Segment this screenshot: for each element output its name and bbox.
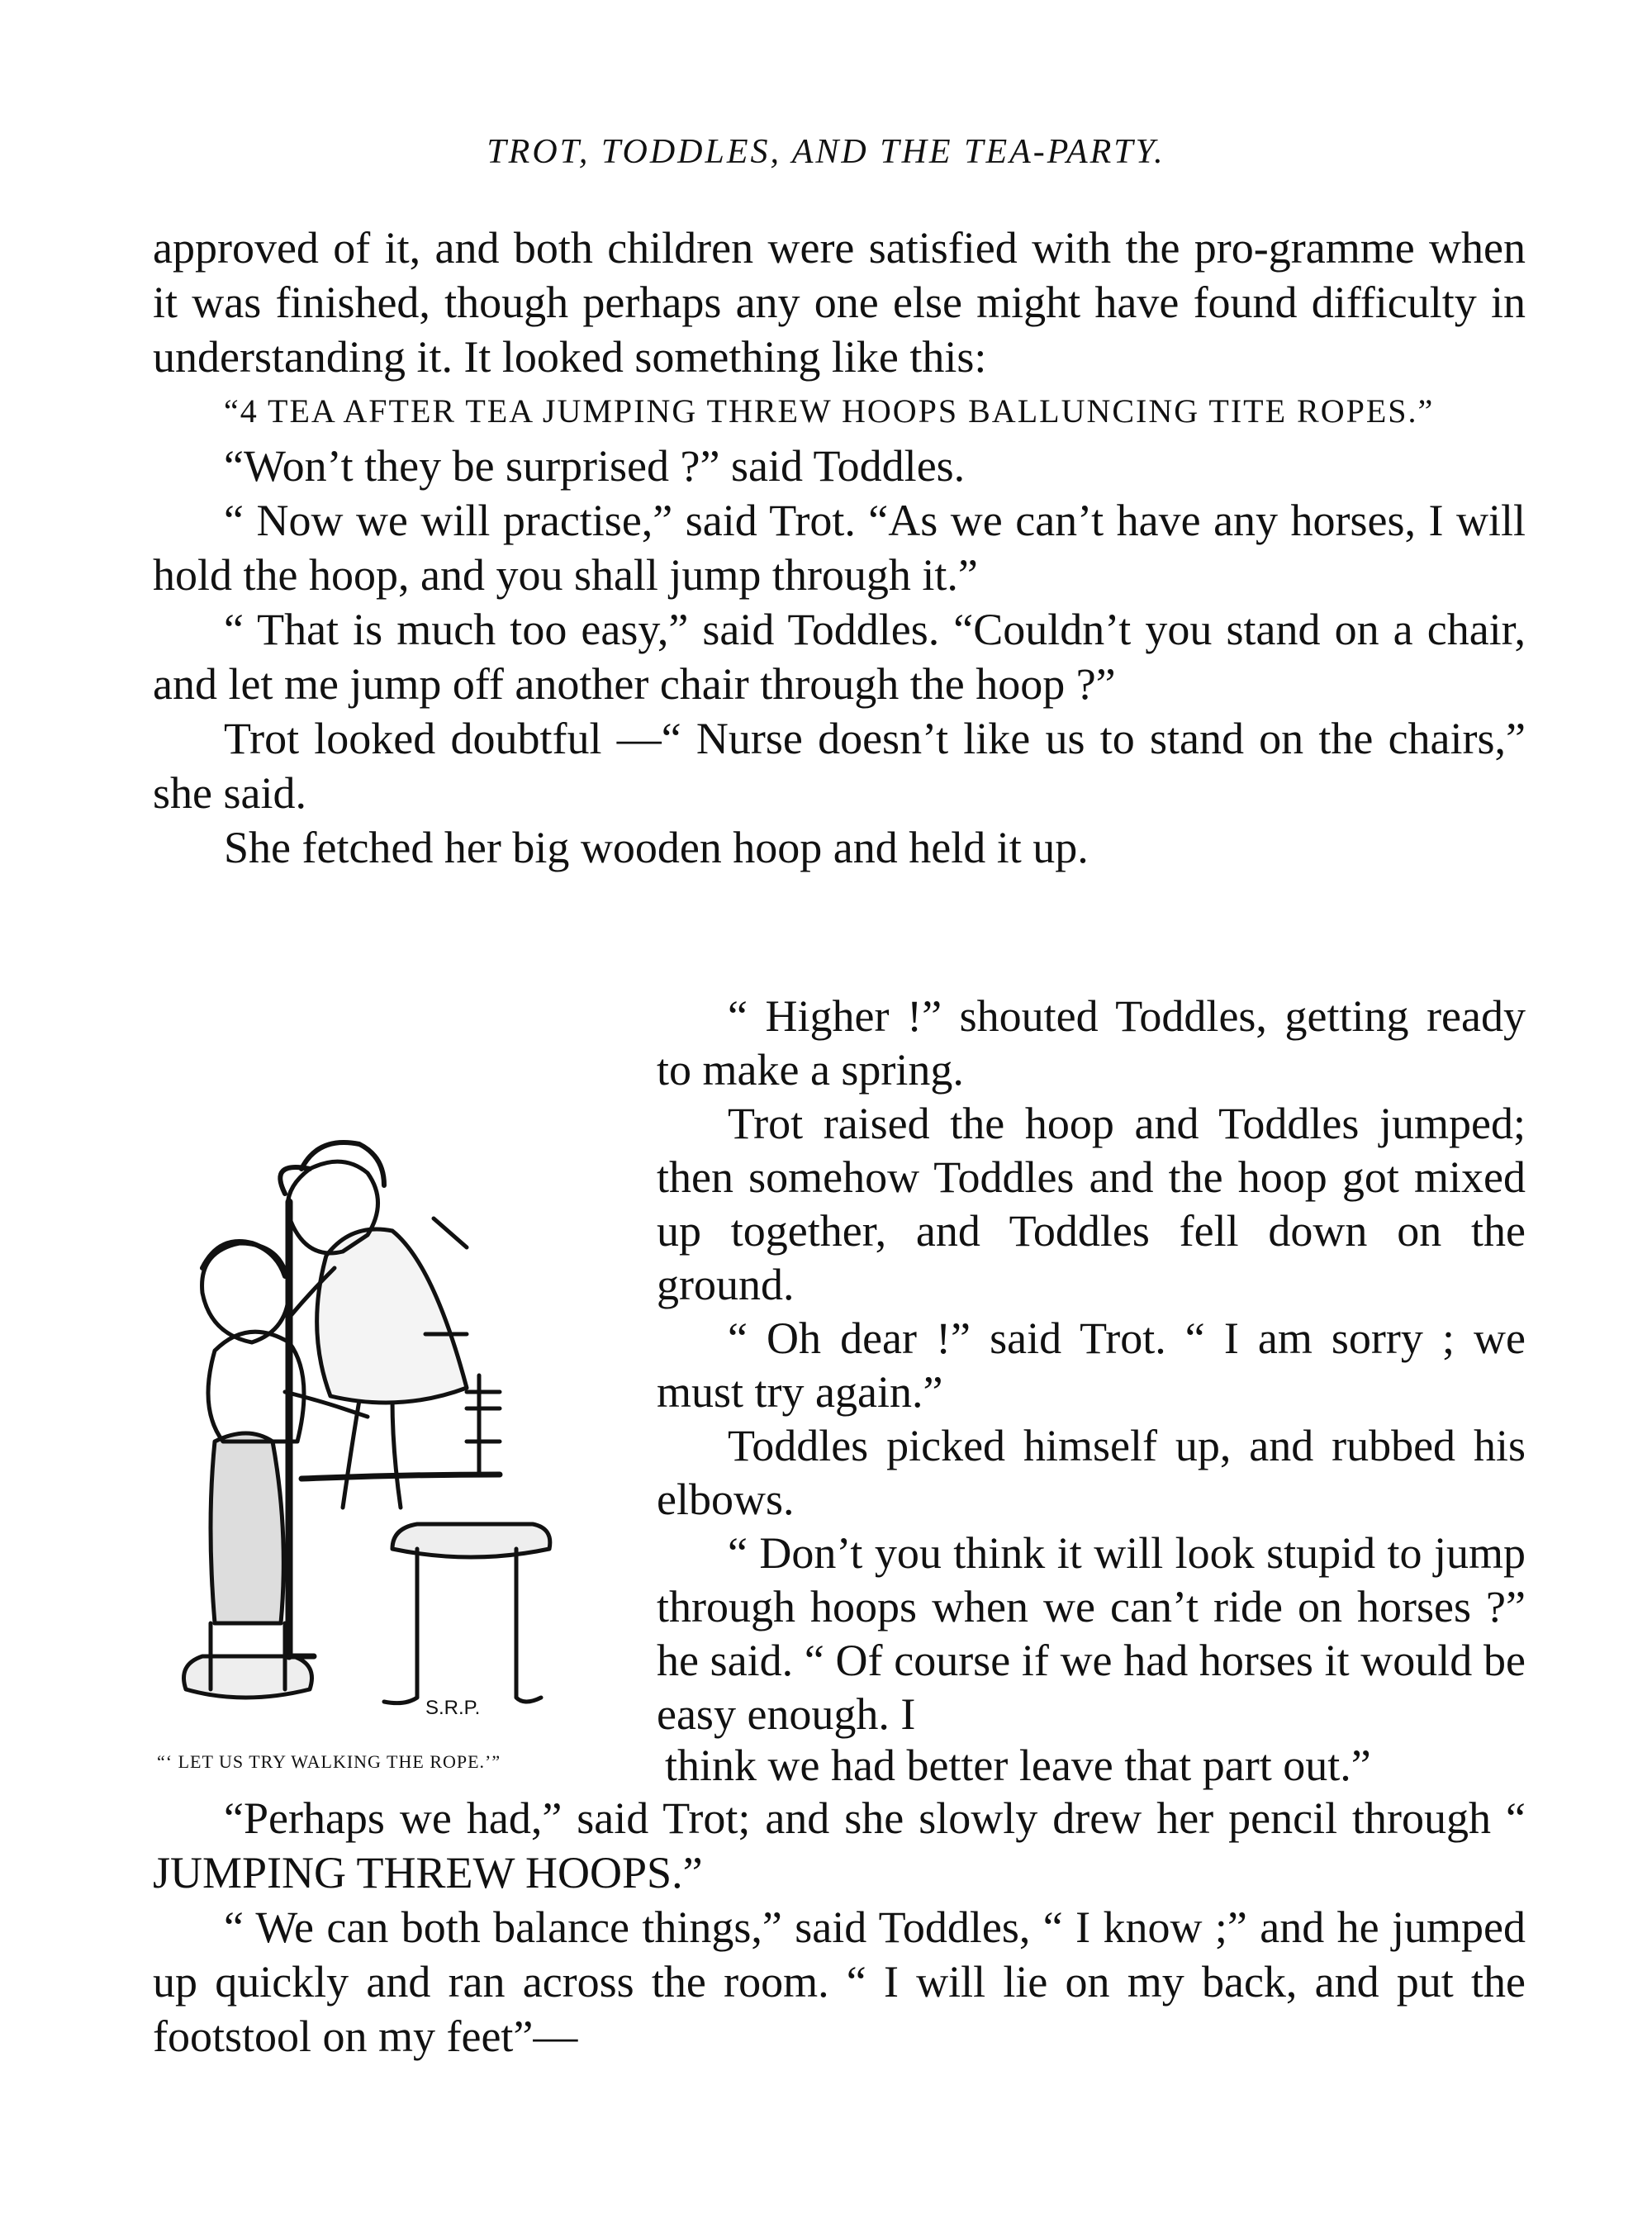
paragraph: “ Oh dear !” said Trot. “ I am sorry ; we must try again.” <box>657 1313 1526 1417</box>
caption-line-text: think we had better leave that part out.” <box>665 1741 1371 1790</box>
paragraph: “Won’t they be surprised ?” said Toddles. <box>224 441 966 491</box>
paragraph: Trot looked doubtful —“ Nurse doesn’t like us to stand on the chairs,” she said. <box>153 714 1526 818</box>
paragraph: approved of it, and both children were satisfied with the pro-gramme when it was finished, though perhaps any one else might have found difficulty in understanding it. It looked something like this: <box>153 223 1526 382</box>
bottom-text <box>153 1791 1526 2064</box>
paragraph: She fetched her big wooden hoop and held it up. <box>224 823 1089 872</box>
paragraph: “ Don’t you think it will look stupid to jump through hoops when we can’t ride on horses ?” he said. “ Of course if we had horses it would be easy enough. I <box>657 1528 1526 1739</box>
illustration-caption: “‘ LET US TRY WALKING THE ROPE.’” <box>157 1751 501 1772</box>
illustration-signature: S.R.P. <box>425 1697 481 1719</box>
top-text <box>153 221 1526 875</box>
right-column-text <box>657 990 1526 1741</box>
paragraph: Toddles picked himself up, and rubbed his elbows. <box>657 1421 1526 1524</box>
paragraph: “ We can both balance things,” said Toddles, “ I know ;” and he jumped up quickly and ran across the room. “ I will lie on my back, and put the footstool on my feet”— <box>153 1902 1526 2061</box>
paragraph: “ Now we will practise,” said Trot. “As we can’t have any horses, I will hold the hoop, and you shall jump through it.” <box>153 496 1526 600</box>
paragraph: Trot raised the hoop and Toddles jumped; then somehow Toddles and the hoop got mixed up together, and Toddles fell down on the ground. <box>657 1099 1526 1309</box>
paragraph: “ That is much too easy,” said Toddles. “Couldn’t you stand on a chair, and let me jump off another chair through the hoop ?” <box>153 605 1526 709</box>
programme-paragraph: “4 TEA AFTER TEA JUMPING THREW HOOPS BALLUNCING TITE ROPES.” <box>224 392 1435 430</box>
illustration-children-rope <box>153 979 657 1739</box>
paragraph: “Perhaps we had,” said Trot; and she slowly drew her pencil through “ JUMPING THREW HOOPS.” <box>153 1793 1526 1897</box>
paragraph: “ Higher !” shouted Toddles, getting ready to make a spring. <box>657 991 1526 1095</box>
running-header: TROT, TODDLES, AND THE TEA-PARTY. <box>487 133 1165 171</box>
